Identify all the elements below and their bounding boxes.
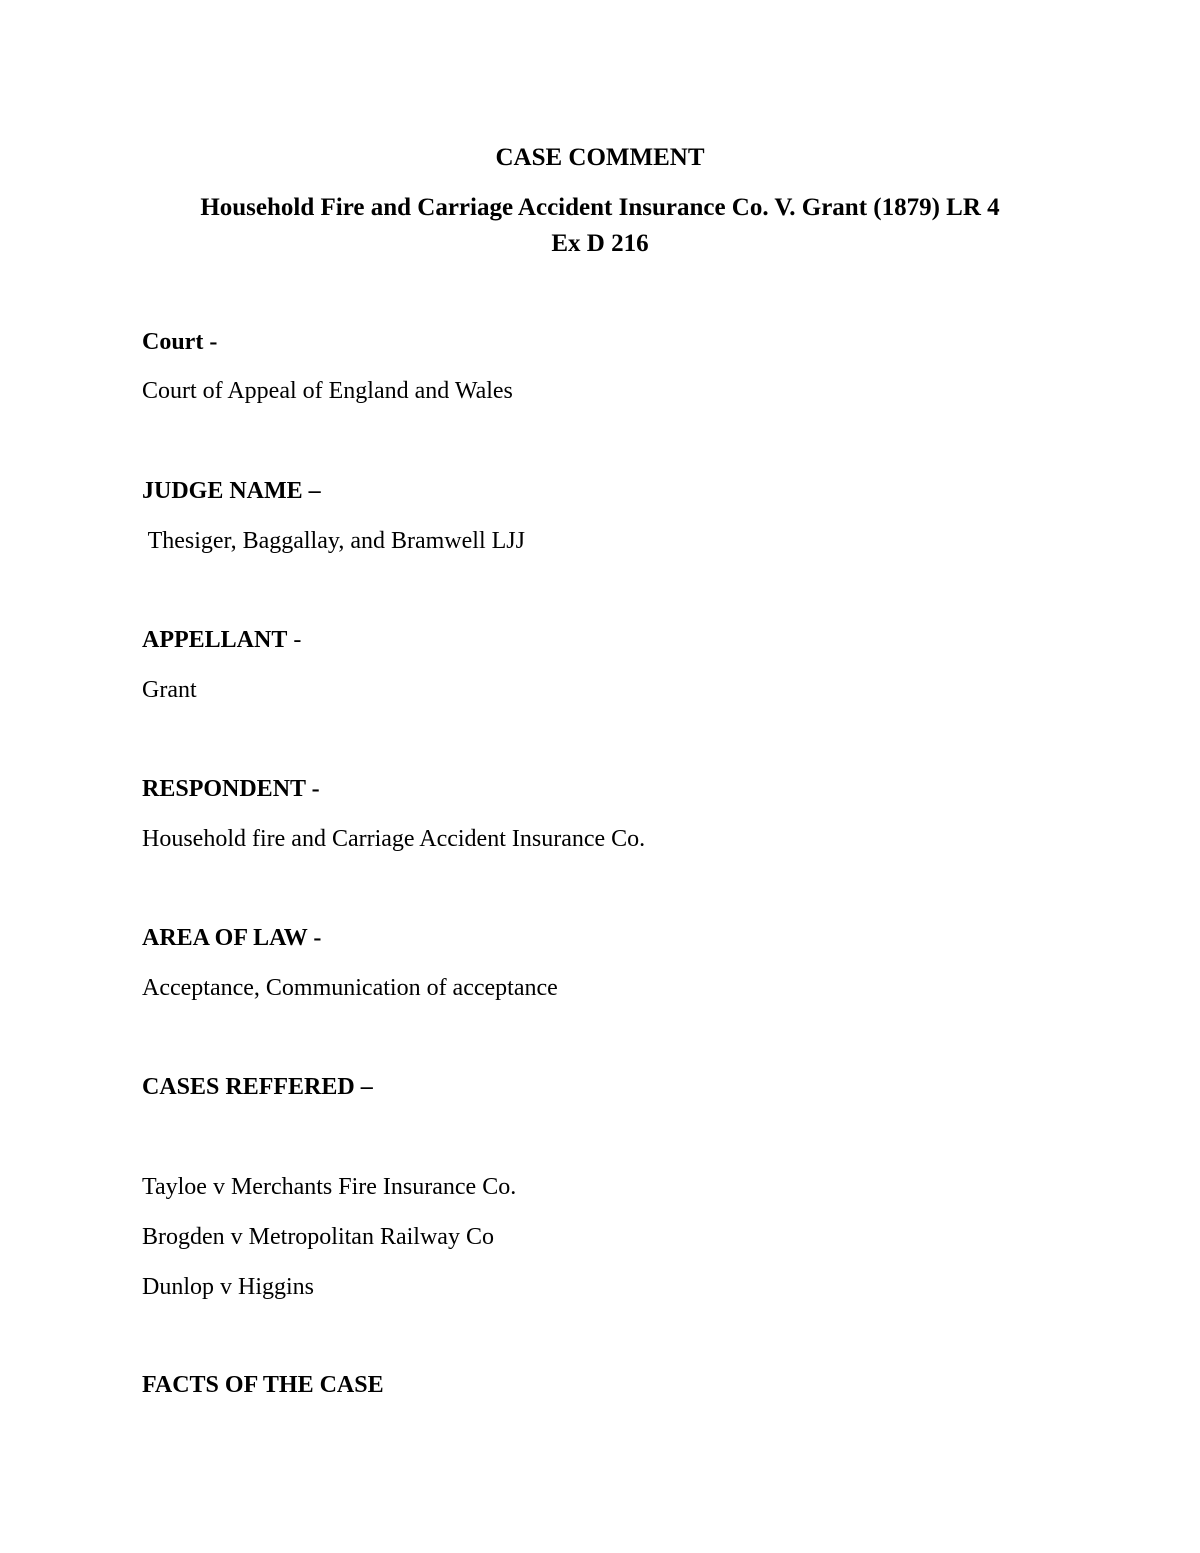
list-item: Tayloe v Merchants Fire Insurance Co. bbox=[142, 1174, 517, 1200]
respondent-heading: RESPONDENT - bbox=[142, 776, 320, 802]
facts-heading: FACTS OF THE CASE bbox=[142, 1372, 384, 1398]
appellant-value: Grant bbox=[142, 677, 197, 703]
appellant-heading: APPELLANT bbox=[142, 627, 288, 653]
list-item: Dunlop v Higgins bbox=[142, 1274, 315, 1300]
case-title-line-1: Household Fire and Carriage Accident Insurance Co. V. Grant (1879) LR 4 bbox=[200, 194, 1000, 221]
appellant-heading-row bbox=[142, 625, 301, 655]
appellant-dash: - bbox=[287, 627, 302, 653]
judge-value: Thesiger, Baggallay, and Bramwell LJJ bbox=[142, 528, 525, 554]
list-item: Brogden v Metropolitan Railway Co bbox=[142, 1224, 494, 1250]
document-title: CASE COMMENT bbox=[495, 144, 705, 171]
court-heading: Court - bbox=[142, 329, 218, 355]
court-value: Court of Appeal of England and Wales bbox=[142, 378, 513, 404]
case-title-line-2: Ex D 216 bbox=[551, 230, 649, 257]
respondent-value: Household fire and Carriage Accident Insurance Co. bbox=[142, 826, 646, 852]
judge-heading: JUDGE NAME – bbox=[142, 478, 321, 504]
area-of-law-heading: AREA OF LAW - bbox=[142, 925, 322, 951]
cases-referred-heading: CASES REFFERED – bbox=[142, 1074, 373, 1100]
area-of-law-value: Acceptance, Communication of acceptance bbox=[142, 975, 558, 1001]
